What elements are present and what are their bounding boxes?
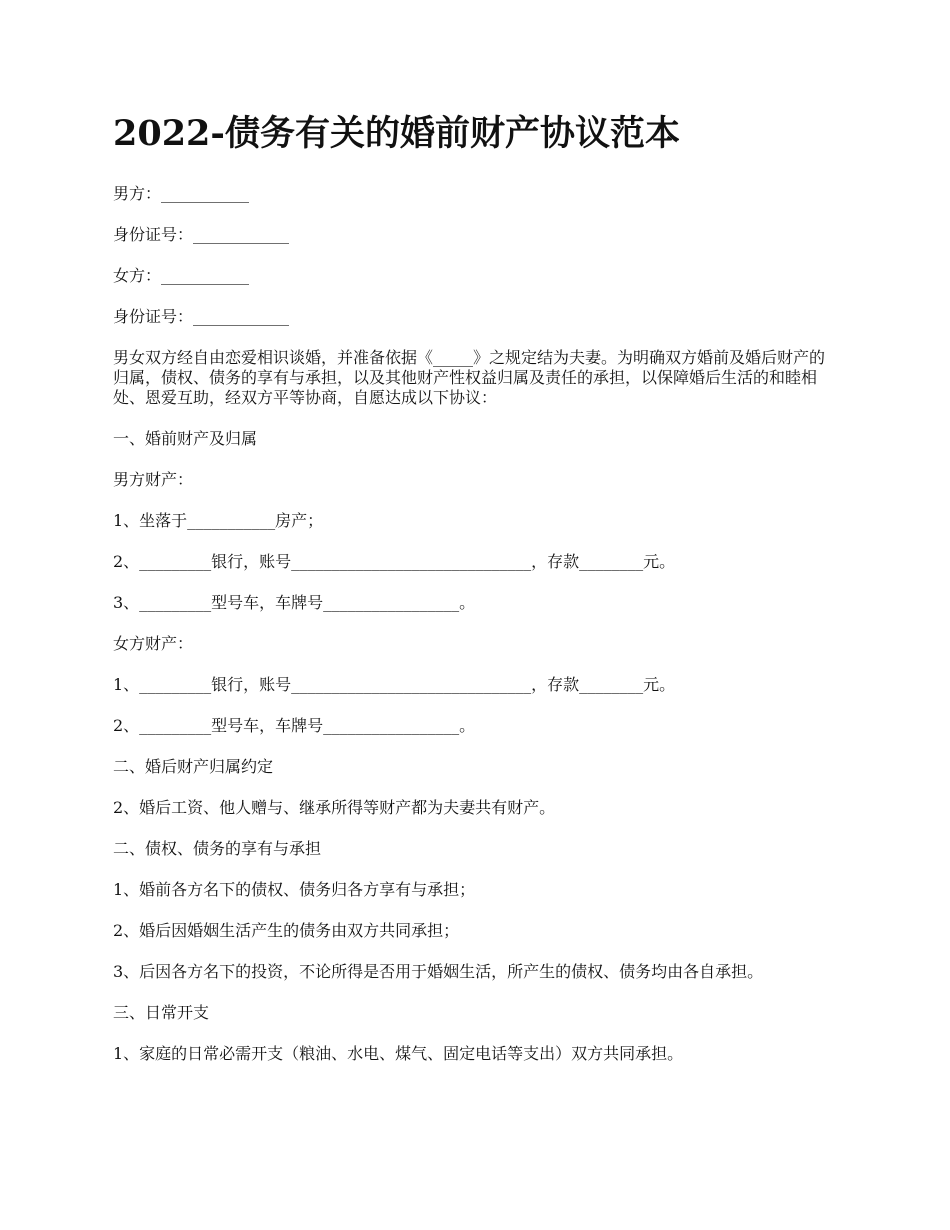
intro-paragraph: 男女双方经自由恋爱相识谈婚，并准备依据《_____》之规定结为夫妻。为明确双方婚前及婚后财产的归属，债权、债务的享有与承担，以及其他财产性权益归属及责任的承担，以保障婚后生活的和睦相处、恩爱互助，经双方平等协商，自愿达成以下协议： [113, 348, 826, 407]
male-name-field: 男方：___________ [113, 184, 250, 203]
expense-item: 1、家庭的日常必需开支（粮油、水电、煤气、固定电话等支出）双方共同承担。 [113, 1044, 684, 1063]
male-property-item: 3、_________型号车，车牌号_________________。 [113, 593, 476, 612]
male-property-label: 男方财产： [113, 470, 194, 489]
section-heading-premarital-property: 一、婚前财产及归属 [113, 429, 258, 448]
female-property-item: 2、_________型号车，车牌号_________________。 [113, 716, 476, 735]
female-property-label: 女方财产： [113, 634, 194, 653]
female-id-field: 身份证号：____________ [113, 307, 290, 326]
female-property-item: 1、_________银行，账号______________________________，存款________元。 [113, 675, 676, 694]
male-property-item: 1、坐落于___________房产； [113, 511, 324, 530]
postmarital-item: 2、婚后工资、他人赠与、继承所得等财产都为夫妻共有财产。 [113, 798, 556, 817]
section-heading-postmarital-property: 二、婚后财产归属约定 [113, 757, 274, 776]
debt-item: 1、婚前各方名下的债权、债务归各方享有与承担； [113, 880, 476, 899]
male-id-field: 身份证号：____________ [113, 225, 290, 244]
debt-item: 2、婚后因婚姻生活产生的债务由双方共同承担； [113, 921, 460, 940]
section-heading-daily-expenses: 三、日常开支 [113, 1003, 210, 1022]
male-property-item: 2、_________银行，账号______________________________，存款________元。 [113, 552, 676, 571]
section-heading-debts: 二、债权、债务的享有与承担 [113, 839, 322, 858]
debt-item: 3、后因各方名下的投资，不论所得是否用于婚姻生活，所产生的债权、债务均由各自承担。 [113, 962, 764, 981]
female-name-field: 女方：___________ [113, 266, 250, 285]
document-title: 2022-债务有关的婚前财产协议范本 [113, 113, 680, 154]
